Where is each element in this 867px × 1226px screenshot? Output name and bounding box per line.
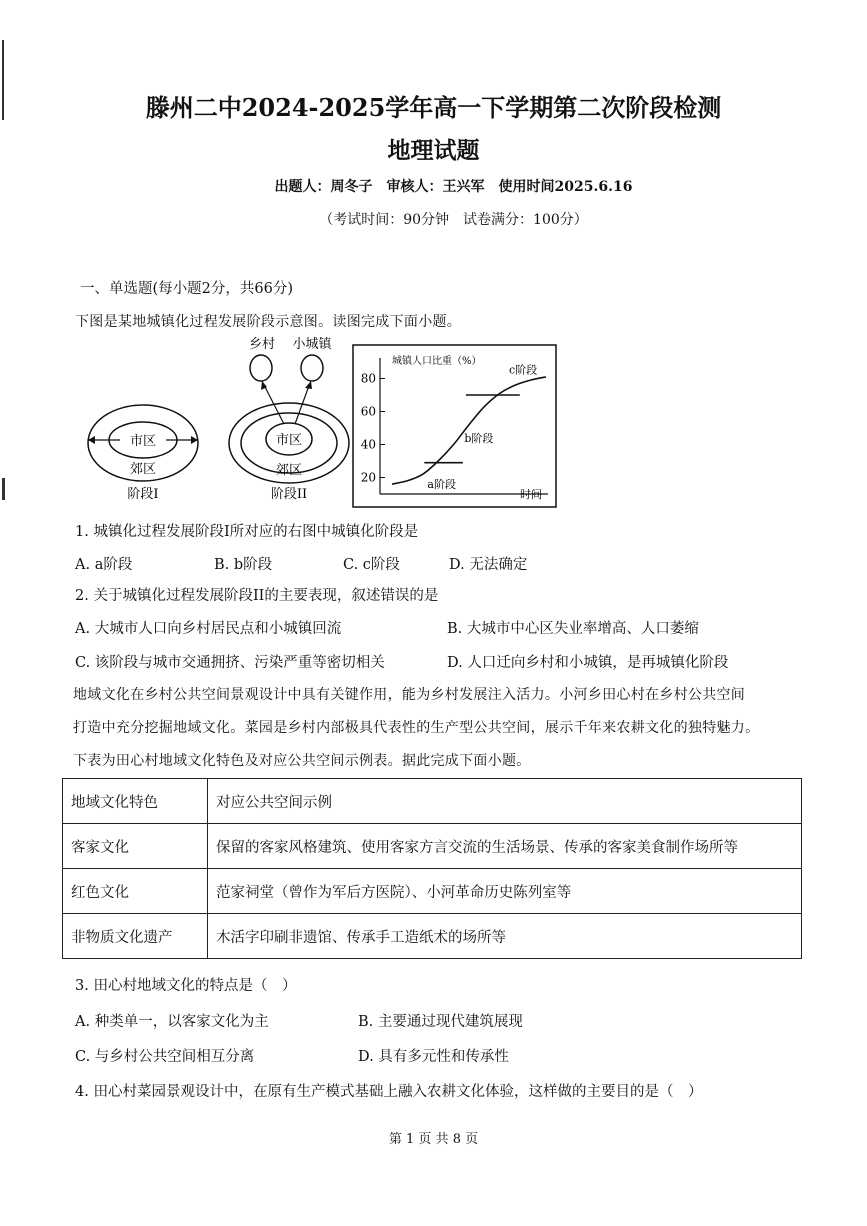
exam-info: （考试时间：90分钟 试卷满分：100分） (319, 212, 588, 228)
table-cell: 客家文化 (63, 824, 208, 869)
exam-subtitle: 地理试题 (387, 137, 480, 164)
stage2-village-label: 乡村 (248, 337, 276, 352)
q3-stem: 3. 田心村地域文化的特点是（ ） (75, 978, 297, 994)
table-cell: 红色文化 (63, 869, 208, 914)
author-line: 出题人：周冬子 审核人：王兴军 使用时间2025.6.16 (274, 179, 633, 195)
q3-option-d[interactable]: D. 具有多元性和传承性 (358, 1049, 509, 1065)
table-row (63, 869, 802, 914)
table-row (63, 824, 802, 869)
q3-option-c[interactable]: C. 与乡村公共空间相互分离 (75, 1049, 255, 1065)
q2-stem: 2. 关于城镇化过程发展阶段II的主要表现，叙述错误的是 (75, 588, 439, 604)
stage-c-label: c阶段 (509, 363, 538, 377)
page-number: 第 1 页 共 8 页 (388, 1132, 479, 1147)
stage2-caption: 阶段II (270, 487, 308, 502)
table-cell: 木活字印刷非遗馆、传承手工造纸术的场所等 (208, 914, 802, 959)
q1-stem: 1. 城镇化过程发展阶段I所对应的右图中城镇化阶段是 (75, 524, 419, 540)
stage2-city-label: 市区 (275, 433, 303, 448)
table-header-cell: 地域文化特色 (63, 779, 208, 824)
table-cell: 保留的客家风格建筑、使用客家方言交流的生活场景、传承的客家美食制作场所等 (208, 824, 802, 869)
culture-table (62, 778, 802, 959)
q1-option-a[interactable]: A. a阶段 (75, 557, 133, 573)
y-tick-label: 80 (360, 371, 376, 386)
y-tick-label: 20 (360, 470, 376, 485)
table-cell: 范家祠堂（曾作为军后方医院）、小河革命历史陈列室等 (208, 869, 802, 914)
q3-option-b[interactable]: B. 主要通过现代建筑展现 (358, 1014, 523, 1030)
q2-option-d[interactable]: D. 人口迁向乡村和小城镇，是再城镇化阶段 (447, 655, 729, 671)
y-tick-label: 60 (360, 404, 376, 419)
q1-option-d[interactable]: D. 无法确定 (449, 557, 528, 573)
table-header-row (63, 779, 802, 824)
stage1-city-label: 市区 (129, 434, 157, 449)
passage-line-3: 下表为田心村地域文化特色及对应公共空间示例表。据此完成下面小题。 (73, 753, 531, 769)
stage1-caption: 阶段I (127, 487, 159, 502)
stage-a-label: a阶段 (427, 478, 456, 492)
table-cell: 非物质文化遗产 (63, 914, 208, 959)
q2-option-c[interactable]: C. 该阶段与城市交通拥挤、污染严重等密切相关 (75, 655, 385, 671)
scan-edge-mark (2, 478, 5, 500)
table-row (63, 914, 802, 959)
q4-stem: 4. 田心村菜园景观设计中，在原有生产模式基础上融入农耕文化体验，这样做的主要目的是（ ） (75, 1084, 703, 1100)
q3-option-a[interactable]: A. 种类单一，以客家文化为主 (75, 1014, 269, 1030)
stage-b-label: b阶段 (464, 431, 494, 445)
stage1-suburb-label: 郊区 (129, 462, 157, 477)
q2-option-b[interactable]: B. 大城市中心区失业率增高、人口萎缩 (447, 621, 699, 637)
chart-title: 城镇人口比重（%） (392, 356, 482, 367)
passage-line-1: 地域文化在乡村公共空间景观设计中具有关键作用，能为乡村发展注入活力。小河乡田心村在乡村公共空间 (73, 687, 746, 703)
passage-line-2: 打造中充分挖掘地域文化。菜园是乡村内部极具代表性的生产型公共空间，展示千年来农耕文化的独特魅力。 (73, 720, 760, 736)
q1-option-b[interactable]: B. b阶段 (214, 557, 273, 573)
village-circle (250, 355, 272, 381)
urbanization-stage-diagram (84, 332, 356, 510)
stage2-suburb-label: 郊区 (275, 463, 303, 478)
stage2-town-label: 小城镇 (292, 337, 332, 352)
urbanization-curve-chart (352, 344, 558, 510)
exam-title: 滕州二中2024-2025学年高一下学期第二次阶段检测 (145, 93, 722, 122)
figure-intro: 下图是某地城镇化过程发展阶段示意图。读图完成下面小题。 (75, 314, 462, 330)
q2-option-a[interactable]: A. 大城市人口向乡村居民点和小城镇回流 (75, 621, 342, 637)
urbanization-curve (392, 377, 546, 484)
section-heading: 一、单选题(每小题2分，共66分) (80, 281, 293, 297)
y-tick-label: 40 (360, 437, 376, 452)
x-axis-label: 时间 (520, 488, 542, 501)
q1-option-c[interactable]: C. c阶段 (343, 557, 400, 573)
town-circle (301, 355, 323, 381)
table-header-cell: 对应公共空间示例 (208, 779, 802, 824)
